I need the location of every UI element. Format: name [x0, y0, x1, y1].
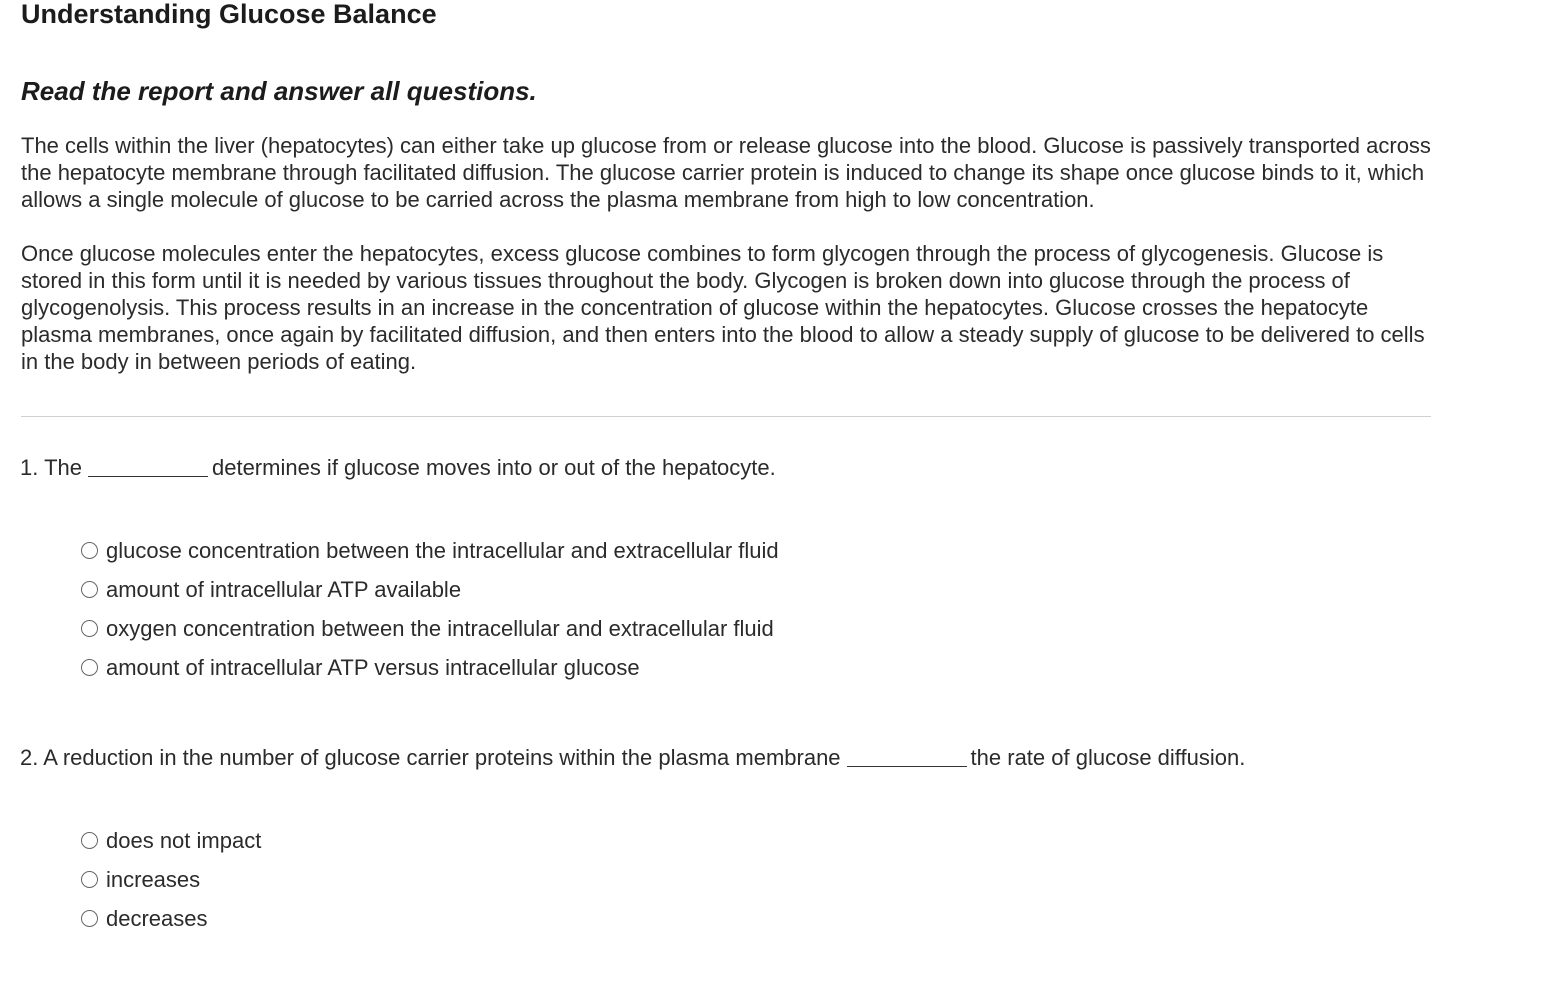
question-2 — [20, 743, 1431, 773]
radio-button[interactable] — [81, 871, 98, 888]
question-1-options — [81, 531, 1431, 687]
radio-button[interactable] — [81, 910, 98, 927]
radio-button[interactable] — [81, 620, 98, 637]
question-1-option-d[interactable] — [81, 648, 1431, 687]
report-paragraph: Once glucose molecules enter the hepatocytes, excess glucose combines to form glycogen through the process of glycogenesis. Glucose is stored in this form until it is needed by various tissues throughout the body. Glycogen is broken down into glucose through the process of glycogenolysis. This process results in an increase in the concentration of glucose within the hepatocytes. Glucose crosses the hepatocyte plasma membranes, once again by facilitated diffusion, and then enters into the blood to allow a steady supply of glucose to be delivered to cells in the body in between periods of eating. — [21, 241, 1425, 374]
radio-button[interactable] — [81, 659, 98, 676]
question-2-blank — [847, 750, 967, 767]
report-paragraph: The cells within the liver (hepatocytes) can either take up glucose from or release glucose into the blood. Glucose is passively transported across the hepatocyte membrane through facilitated diffusion. The glucose carrier protein is induced to change its shape once glucose binds to it, which allows a single molecule of glucose to be carried across the plasma membrane from high to low concentration. — [21, 133, 1431, 212]
question-1 — [20, 453, 1431, 483]
option-label: does not impact — [106, 827, 262, 853]
radio-button[interactable] — [81, 542, 98, 559]
instruction-text: Read the report and answer all questions. — [21, 76, 537, 106]
assignment-page — [21, 0, 1431, 938]
question-1-option-c[interactable] — [81, 609, 1431, 648]
question-1-suffix: determines if glucose moves into or out of the hepatocyte. — [211, 455, 776, 480]
option-label: decreases — [106, 905, 208, 931]
page-title: Understanding Glucose Balance — [21, 0, 437, 29]
radio-button[interactable] — [81, 581, 98, 598]
question-2-option-c[interactable] — [81, 899, 1431, 938]
question-1-prefix: 1. The — [20, 455, 82, 480]
question-2-prefix: 2. A reduction in the number of glucose carrier proteins within the plasma membrane — [20, 745, 841, 770]
option-label: amount of intracellular ATP available — [106, 576, 462, 602]
radio-button[interactable] — [81, 832, 98, 849]
question-2-option-a[interactable] — [81, 821, 1431, 860]
option-label: glucose concentration between the intracellular and extracellular fluid — [106, 537, 779, 563]
option-label: increases — [106, 866, 201, 892]
section-divider — [21, 416, 1431, 417]
question-2-option-b[interactable] — [81, 860, 1431, 899]
question-1-option-b[interactable] — [81, 570, 1431, 609]
option-label: oxygen concentration between the intracellular and extracellular fluid — [106, 615, 774, 641]
question-2-suffix: the rate of glucose diffusion. — [970, 745, 1246, 770]
question-1-blank — [88, 460, 208, 477]
question-1-option-a[interactable] — [81, 531, 1431, 570]
question-2-options — [81, 821, 1431, 938]
option-label: amount of intracellular ATP versus intracellular glucose — [106, 654, 640, 680]
